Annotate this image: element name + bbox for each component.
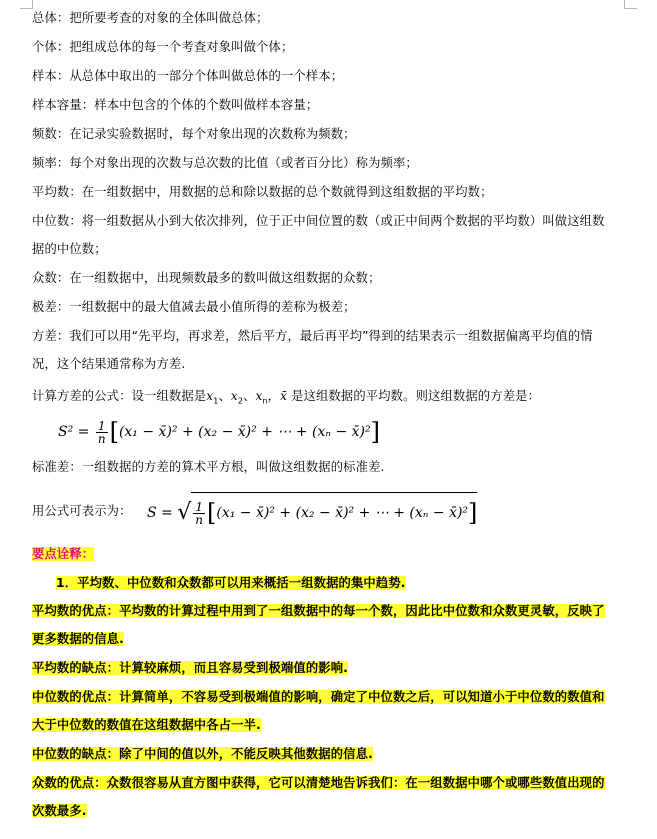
key-point-mode-advantage: 众数的优点：众数很容易从直方图中获得，它可以清楚地告诉我们：在一组数据中哪个或哪些数值出现的 bbox=[32, 776, 605, 790]
variance-formula: S² = $\frac{1}{n}$ [(x₁ − x̄)² + (x₂ − x̄)² + ⋯ + (xₙ − x̄)²] bbox=[58, 418, 380, 446]
definition-mode: 众数：在一组数据中，出现频数最多的数叫做这组数据的众数； bbox=[32, 271, 381, 285]
key-point-median-advantage: 中位数的优点：计算简单，不容易受到极端值的影响，确定了中位数之后，可以知道小于中位数的数值和 bbox=[32, 690, 605, 704]
definition-population: 总体：把所要考查的对象的全体叫做总体； bbox=[32, 11, 269, 25]
stddev-formula-prefix: 用公式可表示为： bbox=[32, 504, 132, 518]
key-point-median-disadvantage: 中位数的缺点：除了中间的值以外，不能反映其他数据的信息. bbox=[32, 747, 373, 761]
key-point-median-advantage-continued: 大于中位数的数值在这组数据中各占一半. bbox=[32, 718, 261, 732]
definition-frequency-count: 频数：在记录实验数据时，每个对象出现的次数称为频数； bbox=[32, 127, 356, 141]
definition-mean: 平均数：在一组数据中，用数据的总和除以数据的总个数就得到这组数据的平均数； bbox=[32, 185, 493, 199]
definition-variance: 方差：我们可以用“先平均，再求差，然后平方，最后再平均”得到的结果表示一组数据偏离平均值的情 bbox=[32, 329, 593, 343]
page-corner-mark-right bbox=[624, 0, 637, 9]
definition-median-continued: 据的中位数； bbox=[32, 242, 107, 256]
definition-median: 中位数：将一组数据从小到大依次排列，位于正中间位置的数（或正中间两个数据的平均数）叫做这组数 bbox=[32, 214, 605, 228]
key-point-mode-advantage-continued: 次数最多. bbox=[32, 804, 87, 818]
key-point-mean-disadvantage: 平均数的缺点：计算较麻烦，而且容易受到极端值的影响. bbox=[32, 661, 348, 675]
key-point-mean-advantage-continued: 更多数据的信息. bbox=[32, 632, 124, 646]
definition-sample-size: 样本容量：样本中包含的个体的个数叫做样本容量； bbox=[32, 98, 319, 112]
definition-sample: 样本：从总体中取出的一部分个体叫做总体的一个样本； bbox=[32, 69, 344, 83]
stddev-fraction: $\frac{1}{n}$ bbox=[195, 499, 203, 527]
stddev-formula: S = √ $\frac{1}{n}$ [(x₁ − x̄)² + (x₂ − x̄)² + ⋯ + (xₙ − x̄)²] bbox=[147, 492, 477, 528]
definition-frequency-rate: 频率：每个对象出现的次数与总次数的比值（或者百分比）称为频率； bbox=[32, 156, 418, 170]
definition-range: 极差：一组数据中的最大值减去最小值所得的差称为极差； bbox=[32, 300, 356, 314]
key-points-title: 要点诠释： bbox=[32, 547, 95, 561]
key-point-mean-advantage: 平均数的优点：平均数的计算过程中用到了一组数据中的每一个数，因此比中位数和众数更灵敏，反映了 bbox=[32, 604, 605, 618]
variance-fraction: $\frac{1}{n}$ bbox=[97, 418, 106, 446]
definition-variance-continued: 况，这个结果通常称为方差. bbox=[32, 357, 186, 371]
key-point-1: 1．平均数、中位数和众数都可以用来概括一组数据的集中趋势. bbox=[56, 576, 406, 590]
stddev-definition: 标准差：一组数据的方差的算术平方根，叫做这组数据的标准差. bbox=[32, 460, 385, 474]
variance-formula-intro: 计算方差的公式：设一组数据是$x_1$、$x_2$、$x_n$，x̄ 是这组数据的平均数。则这组数据的方差是： bbox=[32, 389, 541, 406]
page-corner-mark-left bbox=[20, 0, 33, 9]
definition-individual: 个体：把组成总体的每一个考查对象叫做个体； bbox=[32, 40, 294, 54]
